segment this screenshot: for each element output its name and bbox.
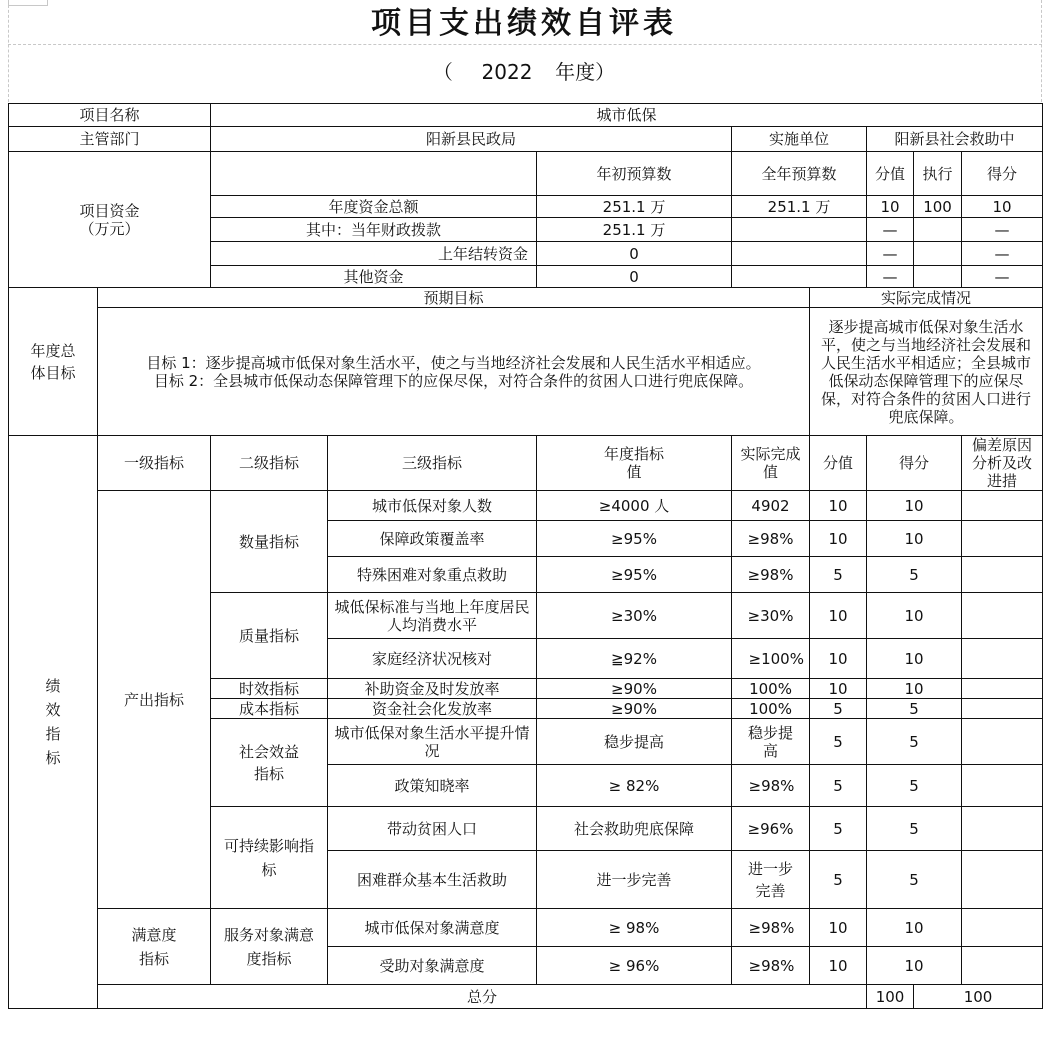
perf-label (9, 436, 98, 1009)
indicator-reason (962, 593, 1043, 639)
indicator-actual: 100% (732, 679, 810, 699)
group-social (211, 719, 328, 807)
indicator-reason (962, 557, 1043, 593)
indicator-score: 5 (810, 807, 867, 851)
group-quality: 质量指标 (211, 593, 328, 679)
indicator-target: ≥ 96% (537, 947, 732, 985)
group-social-text: 社会效益指标 (239, 742, 300, 783)
indicator-name: 家庭经济状况核对 (328, 639, 537, 679)
indicator-target: ≥4000 人 (537, 491, 732, 521)
indicator-name: 补助资金及时发放率 (328, 679, 537, 699)
indicator-actual (732, 719, 810, 765)
indicator-target: ≥ 98% (537, 909, 732, 947)
indicator-score: 10 (810, 679, 867, 699)
col-score: 分值 (867, 152, 914, 196)
funds-row-rate: 100 (914, 196, 962, 218)
divider (8, 44, 1042, 45)
funds-row-score: — (867, 218, 914, 242)
group-service-text: 服务对象满意度指标 (224, 925, 315, 968)
indicator-actual (732, 909, 810, 947)
actual-goals: 逐步提高城市低保对象生活水平，使之与当地经济社会发展和人民生活水平相适应；全县城市低保动态保障管理下的应保尽保，对符合条件的贫困人口进行兜底保障。 (810, 308, 1043, 436)
satisfaction-label-text: 满意度指标 (131, 925, 177, 968)
indicator-got: 10 (867, 491, 962, 521)
indicator-reason (962, 947, 1043, 985)
indicator-actual: ≥98% (732, 557, 810, 593)
indicator-name: 带动贫困人口 (328, 807, 537, 851)
expected-header: 预期目标 (98, 288, 810, 308)
indicator-target: ≥95% (537, 557, 732, 593)
indicator-actual: 100% (732, 699, 810, 719)
funds-row-rate (914, 266, 962, 288)
goals-label-text: 年度总体目标 (30, 341, 76, 382)
indicator-score: 10 (810, 639, 867, 679)
h-target-text: 年度指标值 (604, 445, 665, 481)
indicator-actual: 4902 (732, 491, 810, 521)
funds-row-initial: 251.1 万 (537, 196, 732, 218)
indicator-name: 城低保标准与当地上年度居民人均消费水平 (328, 593, 537, 639)
goals-label (9, 288, 98, 436)
indicator-reason (962, 679, 1043, 699)
output-label: 产出指标 (98, 491, 211, 909)
funds-row-full (732, 242, 867, 266)
indicator-actual-text: ≥98% (748, 776, 795, 795)
actual-header: 实际完成情况 (810, 288, 1043, 308)
indicator-target: ≥95% (537, 521, 732, 557)
project-name-label: 项目名称 (9, 104, 211, 127)
indicator-score: 10 (810, 909, 867, 947)
funds-blank-header (211, 152, 537, 196)
indicator-got: 10 (867, 593, 962, 639)
indicator-got: 5 (867, 851, 962, 909)
indicator-score: 5 (810, 557, 867, 593)
indicator-name: 城市低保对象人数 (328, 491, 537, 521)
indicator-score: 10 (810, 593, 867, 639)
expected-goals (98, 308, 810, 436)
h-score: 分值 (810, 436, 867, 491)
indicator-reason (962, 765, 1043, 807)
evaluation-table (8, 103, 1043, 1009)
indicator-target: 社会救助兜底保障 (537, 807, 732, 851)
year-suffix: 年度） (555, 60, 616, 84)
h-got: 得分 (867, 436, 962, 491)
h-level1: 一级指标 (98, 436, 211, 491)
group-service (211, 909, 328, 985)
funds-row-initial: 0 (537, 242, 732, 266)
funds-label-line2: （万元） (79, 219, 140, 238)
indicator-name: 资金社会化发放率 (328, 699, 537, 719)
indicator-got: 5 (867, 557, 962, 593)
funds-label-line1: 项目资金 (79, 201, 140, 220)
h-actual (732, 436, 810, 491)
group-timeliness: 时效指标 (211, 679, 328, 699)
indicator-target: 稳步提高 (537, 719, 732, 765)
satisfaction-label (98, 909, 211, 985)
indicator-got: 5 (867, 719, 962, 765)
indicator-actual: ≥98% (732, 521, 810, 557)
indicator-name: 政策知晓率 (328, 765, 537, 807)
funds-row-rate (914, 242, 962, 266)
project-name: 城市低保 (211, 104, 1043, 127)
indicator-got: 5 (867, 699, 962, 719)
group-sustain (211, 807, 328, 909)
total-score: 100 (867, 985, 914, 1009)
dept-label: 主管部门 (9, 127, 211, 152)
indicator-reason (962, 719, 1043, 765)
indicator-name: 保障政策覆盖率 (328, 521, 537, 557)
total-label: 总分 (98, 985, 867, 1009)
indicator-got: 10 (867, 909, 962, 947)
indicator-target: 进一步完善 (537, 851, 732, 909)
funds-row-got: — (962, 218, 1043, 242)
funds-row-score: — (867, 266, 914, 288)
indicator-name: 特殊困难对象重点救助 (328, 557, 537, 593)
funds-row-label: 其中：当年财政拨款 (211, 218, 537, 242)
indicator-name: 困难群众基本生活救助 (328, 851, 537, 909)
indicator-score: 5 (810, 851, 867, 909)
indicator-reason (962, 491, 1043, 521)
indicator-score: 5 (810, 699, 867, 719)
indicator-score: 10 (810, 947, 867, 985)
group-cost: 成本指标 (211, 699, 328, 719)
funds-row-initial: 251.1 万 (537, 218, 732, 242)
indicator-target: ≥ 82% (537, 765, 732, 807)
indicator-actual (732, 639, 810, 679)
indicator-actual-text: 稳步提高 (748, 723, 794, 760)
indicator-actual (732, 851, 810, 909)
funds-row-got: 10 (962, 196, 1043, 218)
indicator-reason (962, 909, 1043, 947)
h-level2: 二级指标 (211, 436, 328, 491)
indicator-name: 受助对象满意度 (328, 947, 537, 985)
h-reason: 偏差原因分析及改进措 (962, 436, 1043, 491)
year-line (0, 58, 1048, 86)
funds-row-rate (914, 218, 962, 242)
indicator-score: 5 (810, 719, 867, 765)
expected-goal-2: 目标 2：全县城市低保动态保障管理下的应保尽保，对符合条件的贫困人口进行兜底保障。 (153, 371, 754, 390)
perf-label-text: 绩效指标 (45, 677, 61, 767)
indicator-score: 10 (810, 491, 867, 521)
funds-row-score: — (867, 242, 914, 266)
indicator-reason (962, 807, 1043, 851)
indicator-actual-text: ≥100% (748, 649, 804, 668)
h-level3: 三级指标 (328, 436, 537, 491)
page-title: 项目支出绩效自评表 (371, 6, 677, 41)
indicator-score: 5 (810, 765, 867, 807)
funds-row-got: — (962, 242, 1043, 266)
col-full: 全年预算数 (732, 152, 867, 196)
col-got: 得分 (962, 152, 1043, 196)
funds-row-initial: 0 (537, 266, 732, 288)
indicator-target: ≥90% (537, 679, 732, 699)
indicator-got: 10 (867, 521, 962, 557)
funds-label (9, 152, 211, 288)
expected-goal-1: 目标 1：逐步提高城市低保对象生活水平，使之与当地经济社会发展和人民生活水平相适应。 (146, 353, 761, 372)
total-got: 100 (914, 985, 1043, 1009)
funds-row-full (732, 266, 867, 288)
dept-value: 阳新县民政局 (211, 127, 732, 152)
indicator-actual: ≥30% (732, 593, 810, 639)
indicator-got: 10 (867, 639, 962, 679)
year-open: （ (432, 60, 453, 84)
indicator-reason (962, 521, 1043, 557)
funds-row-score: 10 (867, 196, 914, 218)
group-quantity: 数量指标 (211, 491, 328, 593)
funds-row-got: — (962, 266, 1043, 288)
indicator-got: 5 (867, 765, 962, 807)
indicator-actual (732, 947, 810, 985)
funds-row-label: 年度资金总额 (211, 196, 537, 218)
indicator-got: 10 (867, 679, 962, 699)
col-initial: 年初预算数 (537, 152, 732, 196)
h-target (537, 436, 732, 491)
funds-row-label: 其他资金 (211, 266, 537, 288)
indicator-reason (962, 639, 1043, 679)
indicator-target: ≥90% (537, 699, 732, 719)
indicator-score: 10 (810, 521, 867, 557)
indicator-actual: ≥96% (732, 807, 810, 851)
indicator-name: 城市低保对象满意度 (328, 909, 537, 947)
indicator-actual-text: 进一步完善 (748, 859, 794, 900)
indicator-actual-text: ≥98% (748, 918, 795, 937)
col-rate: 执行 (914, 152, 962, 196)
indicator-actual (732, 765, 810, 807)
funds-row-full (732, 218, 867, 242)
group-sustain-text: 可持续影响指标 (224, 836, 315, 879)
indicator-name: 城市低保对象生活水平提升情况 (328, 719, 537, 765)
indicator-target: ≥30% (537, 593, 732, 639)
indicator-target: ≧92% (537, 639, 732, 679)
year-value: 2022 (481, 60, 533, 84)
indicator-got: 10 (867, 947, 962, 985)
indicator-reason (962, 699, 1043, 719)
indicator-actual-text: ≥98% (748, 956, 795, 975)
impl-value: 阳新县社会救助中 (867, 127, 1043, 152)
funds-row-full: 251.1 万 (732, 196, 867, 218)
indicator-reason (962, 851, 1043, 909)
funds-row-label: 上年结转资金 (211, 242, 537, 266)
h-actual-text: 实际完成值 (740, 445, 801, 481)
impl-label: 实施单位 (732, 127, 867, 152)
indicator-got: 5 (867, 807, 962, 851)
